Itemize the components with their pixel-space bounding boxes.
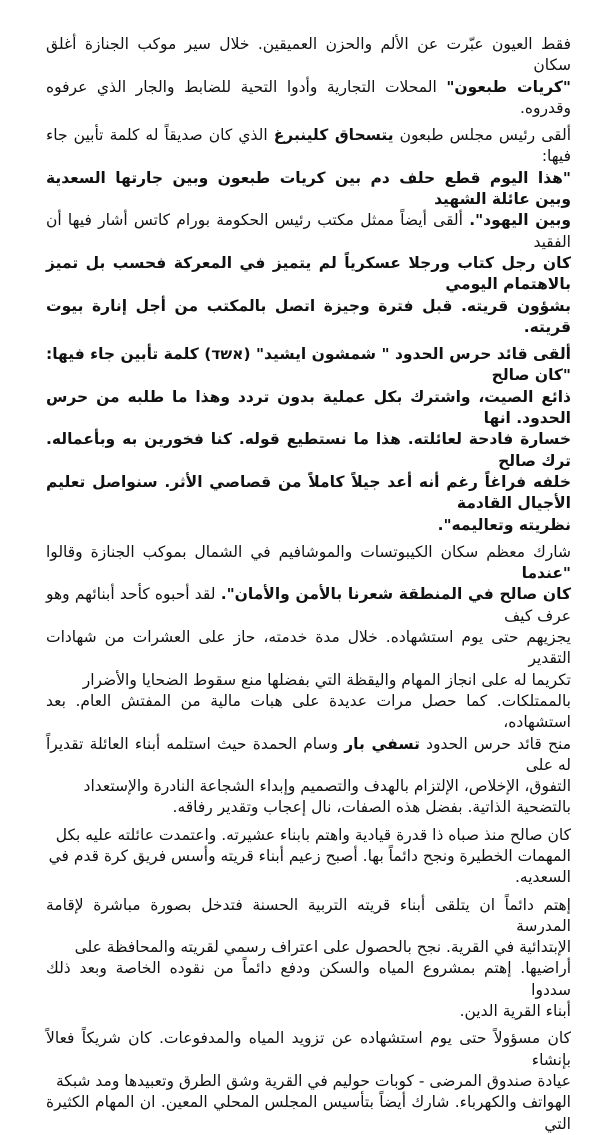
bold-text: تسفي بار <box>344 734 420 753</box>
text-line <box>46 77 571 120</box>
text-run: المهمات الخطيرة ونجح دائماً بها. أصبح زعيم أبناء قريته وأسس فريق كرة قدم في <box>48 846 571 865</box>
text-line <box>46 515 571 536</box>
bold-text: ذائع الصيت، واشترك بكل عملية بدون تردد وهذا ما طلبه من حرس الحدود. انها <box>46 387 571 428</box>
paragraph <box>46 1028 571 1134</box>
bold-text: خلفه فراغاً رغم أنه أعد جيلاً كاملاً من قصاصي الأثر. سنواصل تعليم الأجيال القادمة <box>46 472 571 513</box>
text-run: ألقى رئيس مجلس طبعون <box>393 126 571 145</box>
paragraph <box>46 125 571 338</box>
text-line <box>46 895 571 938</box>
text-line <box>46 627 571 670</box>
text-run: يجزيهم حتى يوم استشهاده. خلال مدة خدمته، حاز على العشرات من شهادات التقدير <box>46 628 571 668</box>
paragraph <box>46 895 571 1023</box>
text-run: كان مسؤولاً حتى يوم استشهاده عن تزويد المياه والمدفوعات. كان شريكاً فعالاً بإنشاء <box>46 1029 571 1069</box>
text-run: المحلات التجارية وأدوا التحية للضابط والجار الذي عرفوه وقدروه. <box>46 77 571 117</box>
text-run: بالممتلكات. كما حصل مرات عديدة على هبات مالية من المفتش العام. بعد استشهاده، <box>46 691 571 732</box>
paragraph <box>46 825 571 889</box>
text-line <box>46 168 571 211</box>
text-run: فقط العيون عبّرت عن الألم والحزن العميقين. خلال سير موكب الجنازة أغلق سكان <box>46 35 571 75</box>
paragraph <box>46 542 571 819</box>
bold-text: يتسحاق كلينبرغ <box>273 126 394 145</box>
bold-text: كان صالح في المنطقة شعرنا بالأمن والأمان". <box>220 585 571 604</box>
text-line <box>46 34 571 77</box>
bold-text: كان رجل كتاب ورجلا عسكرياً لم يتميز في المعركة فحسب بل تميز بالاهتمام اليومي <box>46 253 571 294</box>
text-line <box>46 472 571 515</box>
bold-text: "عندما <box>521 564 571 583</box>
paragraph <box>46 34 571 119</box>
text-line <box>46 691 571 734</box>
text-line <box>46 1071 571 1092</box>
text-run: عيادة صندوق المرضى - كوبات حوليم في القرية وشق الطرق وتعبيدها ومد شبكة <box>55 1071 571 1090</box>
bold-text: خسارة فادحة لعائلته. هذا ما نستطيع قوله. كنا فخورين به وبأعماله. ترك صالح <box>46 430 571 470</box>
text-line <box>46 867 571 888</box>
paragraph <box>46 344 571 536</box>
text-run: تكريما له على انجاز المهام واليقظة التي بفضلها منع سقوط الضحايا والأضرار <box>82 670 571 689</box>
text-line <box>46 797 571 818</box>
text-run: التفوق، الإخلاص، الإلتزام بالهدف والتصميم وإبداء الشجاعة النادرة والإستعداد <box>83 777 571 796</box>
bold-text: "كريات طبعون" <box>446 77 572 96</box>
text-line <box>46 296 571 339</box>
text-line <box>46 125 571 168</box>
text-line <box>46 1001 571 1022</box>
text-run: السعديه. <box>514 868 571 887</box>
text-line <box>46 387 571 430</box>
text-run: ألقى أيضاً ممثل مكتب رئيس الحكومة بورام كاتس أشار فيها أن الفقيد <box>46 211 571 251</box>
text-line <box>46 846 571 867</box>
text-line <box>46 670 571 691</box>
text-run: وسام الحمدة حيث استلمه أبناء العائلة تقديراً له على <box>46 734 571 774</box>
text-line <box>46 429 571 472</box>
bold-text: ألقى قائد حرس الحدود " شمشون ايشيد" (אשד) كلمة تأبين جاء فيها: "كان صالح <box>46 345 571 385</box>
text-line <box>46 1092 571 1135</box>
text-run: منح قائد حرس الحدود <box>419 734 571 753</box>
text-line <box>46 776 571 797</box>
text-run: كان صالح منذ صباه ذا قدرة قيادية واهتم بابناء عشيرته. واعتمدت عائلته عليه بكل <box>55 825 571 844</box>
text-line <box>46 210 571 253</box>
text-line <box>46 542 571 585</box>
text-run: أبناء القرية الدين. <box>459 1002 571 1021</box>
text-run: الذي كان صديقاً له كلمة تأبين جاء فيها: <box>46 126 571 166</box>
bold-text: نظريته وتعاليمه". <box>437 515 571 534</box>
text-run: بالتضحية الذاتية. بفضل هذه الصفات، نال إعجاب وتقدير رفاقه. <box>172 798 571 817</box>
text-run: أراضيها. إهتم بمشروع المياه والسكن ودفع دائماً من نقوده الخاصة وبعد ذلك سددوا <box>46 959 571 999</box>
text-run: شارك معظم سكان الكيبوتسات والموشافيم في الشمال بموكب الجنازة وقالوا <box>46 542 571 561</box>
text-line <box>46 734 571 777</box>
text-run: إهتم دائماً ان يتلقى أبناء قريته التربية الحسنة فتدخل بصورة مباشرة لإقامة المدرسة <box>46 895 571 935</box>
text-run: الهواتف والكهرباء. شارك أيضاً بتأسيس المجلس المحلي المعين. ان المهام الكثيرة التي <box>46 1093 571 1133</box>
bold-text: "هذا اليوم قطع حلف دم بين كريات طبعون وبين جارتها السعدية وبين عائلة الشهيد <box>46 168 571 209</box>
text-line <box>46 344 571 387</box>
text-line <box>46 825 571 846</box>
text-run: لقد أحبوه كأحد أبنائهم وهو عرف كيف <box>46 585 571 625</box>
text-line <box>46 937 571 958</box>
text-run: الإبتدائية في القرية. نجح بالحصول على اعتراف رسمي لقريته والمحافظة على <box>74 938 571 957</box>
bold-text: وبين اليهود". <box>469 211 571 230</box>
text-line <box>46 1028 571 1071</box>
text-line <box>46 958 571 1001</box>
text-line <box>46 584 571 627</box>
bold-text: بشؤون قريته. قبل فترة وجيزة اتصل بالمكتب من أجل إنارة بيوت قريته. <box>46 296 571 336</box>
text-line <box>46 253 571 296</box>
